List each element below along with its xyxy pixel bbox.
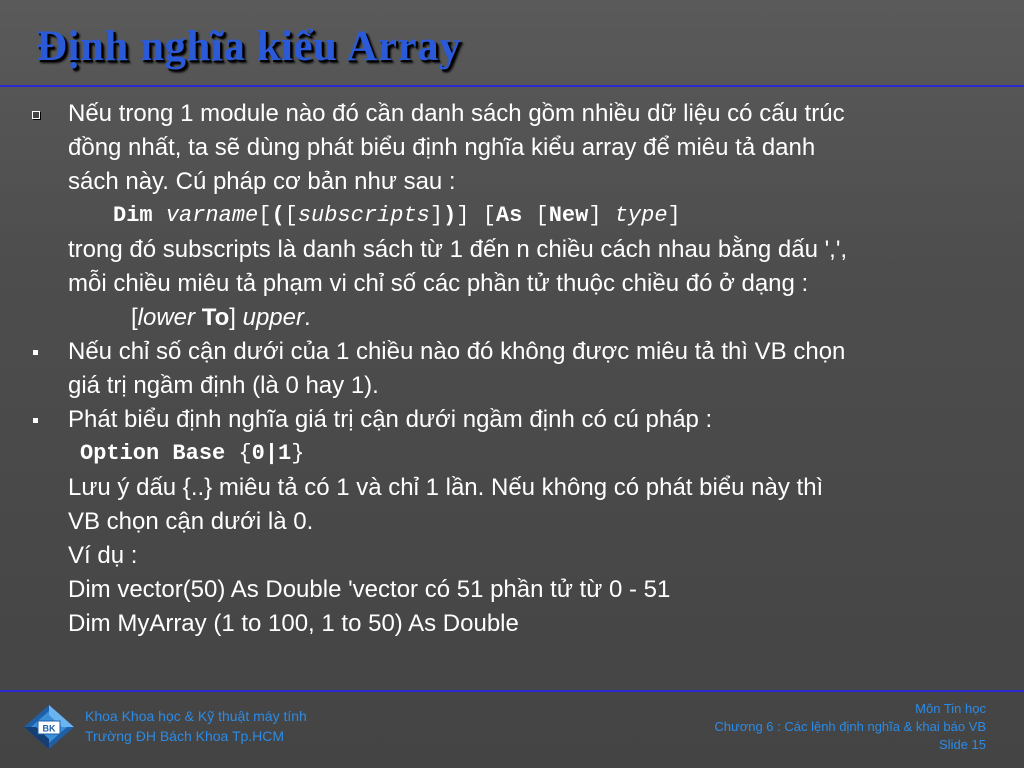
syntax-bracket: ]: [667, 203, 681, 228]
syntax-bracket: [: [482, 203, 496, 228]
range-lower: lower: [137, 304, 196, 331]
keyword-new: New: [548, 203, 589, 228]
option-values: 0|1: [251, 441, 292, 466]
syntax-subscripts: subscripts: [297, 203, 430, 228]
option-base-syntax: [68, 437, 1000, 471]
range-to-keyword: To: [201, 304, 230, 331]
code-example-line: Dim vector(50) As Double 'vector có 51 phần tử từ 0 - 51: [68, 576, 671, 603]
text-line: Lưu ý dấu {..} miêu tả có 1 và chỉ 1 lần. Nếu không có phát biểu này thì: [68, 474, 824, 501]
syntax-varname: varname: [165, 203, 259, 228]
range-bracket: [: [131, 304, 138, 331]
bullet-item-option-base: [30, 403, 1000, 641]
small-square-bullet-icon: [30, 403, 44, 437]
range-upper: upper: [242, 304, 304, 331]
bullet-item-lower-bound: [30, 335, 1000, 403]
footer-course-info: [714, 700, 986, 754]
syntax-type: type: [614, 203, 668, 228]
footer-divider: [0, 690, 1024, 692]
footer-university: Trường ĐH Bách Khoa Tp.HCM: [85, 728, 285, 744]
syntax-bracket: [: [535, 203, 549, 228]
footer-chapter: Chương 6 : Các lệnh định nghĩa & khai báo VB: [714, 719, 986, 734]
syntax-brace: }: [291, 441, 305, 466]
text-line: Ví dụ :: [68, 542, 138, 569]
range-dot: .: [303, 304, 311, 331]
dim-syntax: [68, 199, 1000, 233]
text-line: Nếu chỉ số cận dưới của 1 chiều nào đó không được miêu tả thì VB chọn: [68, 338, 846, 365]
footer-course: Môn Tin học: [915, 701, 986, 716]
slide-content: [30, 97, 1000, 641]
text-line: sách này. Cú pháp cơ bản như sau :: [68, 168, 456, 195]
text-line: trong đó subscripts là danh sách từ 1 đến n chiều cách nhau bằng dấu ',',: [68, 236, 848, 263]
small-square-bullet-icon: [30, 335, 44, 369]
footer-slide-number: Slide 15: [939, 737, 986, 752]
text-line: Phát biểu định nghĩa giá trị cận dưới ngầm định có cú pháp :: [68, 406, 713, 433]
footer-faculty: Khoa Khoa học & Kỹ thuật máy tính: [85, 708, 307, 724]
text-line: giá trị ngầm định (là 0 hay 1).: [68, 372, 379, 399]
text-line: mỗi chiều miêu tả phạm vi chỉ số các phần tử thuộc chiều đó ở dạng :: [68, 270, 809, 297]
bullet-item-array-definition: [30, 97, 1000, 335]
text-line: đồng nhất, ta sẽ dùng phát biểu định nghĩa kiểu array để miêu tả danh: [68, 134, 816, 161]
title-divider: [0, 85, 1024, 87]
slide-title: Định nghĩa kiểu Array: [36, 23, 462, 70]
bk-logo-icon: [22, 703, 76, 751]
range-syntax: [68, 301, 1000, 335]
text-line: Nếu trong 1 module nào đó cần danh sách gồm nhiều dữ liệu có cấu trúc: [68, 100, 845, 127]
syntax-bracket: ]: [456, 203, 470, 228]
syntax-bracket: ]: [429, 203, 444, 228]
keyword-as: As: [495, 203, 523, 228]
syntax-paren: ): [443, 203, 457, 228]
syntax-brace: {: [238, 441, 252, 466]
range-bracket: ]: [229, 304, 236, 331]
footer-institution: [85, 706, 307, 746]
syntax-bracket: [: [284, 203, 298, 228]
syntax-paren: (: [271, 203, 285, 228]
text-line: VB chọn cận dưới là 0.: [68, 508, 314, 535]
syntax-bracket: ]: [588, 203, 602, 228]
syntax-bracket: [: [258, 203, 272, 228]
square-bullet-icon: [30, 97, 44, 131]
keyword-option-base: Option Base: [80, 441, 226, 466]
logo-label: BK: [42, 723, 56, 734]
code-example-line: Dim MyArray (1 to 100, 1 to 50) As Double: [68, 610, 519, 637]
keyword-dim: Dim: [113, 203, 153, 228]
